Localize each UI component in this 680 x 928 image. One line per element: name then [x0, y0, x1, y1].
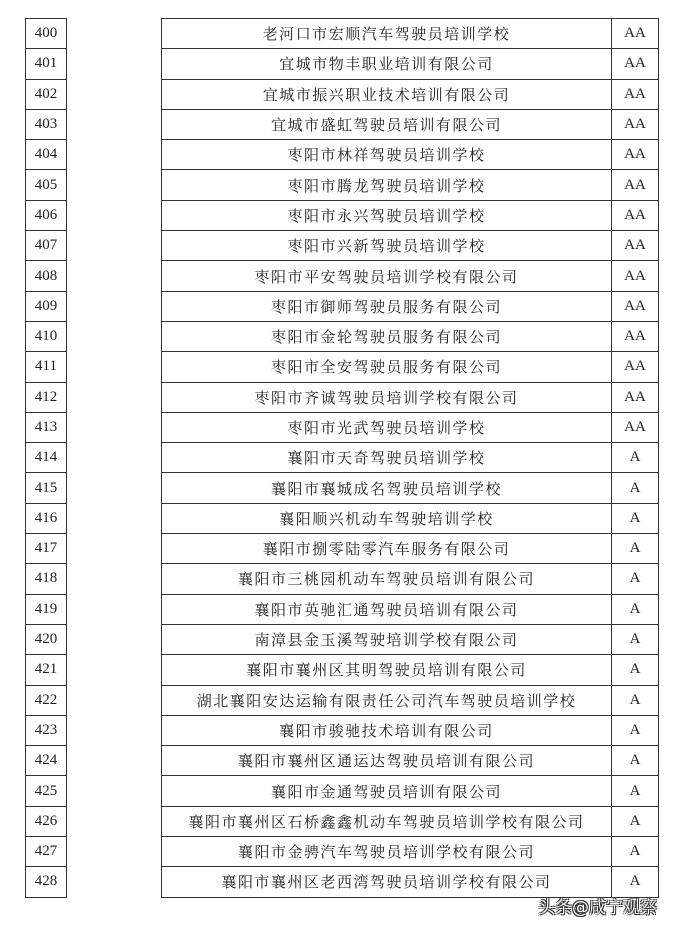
rating-grade: A [612, 776, 659, 806]
school-name: 枣阳市御师驾驶员服务有限公司 [162, 291, 612, 321]
school-name: 宜城市振兴职业技术培训有限公司 [162, 79, 612, 109]
rating-grade: AA [612, 261, 659, 291]
rating-grade: AA [612, 291, 659, 321]
table-row [26, 200, 659, 230]
school-name: 枣阳市全安驾驶员服务有限公司 [162, 352, 612, 382]
row-number: 423 [26, 715, 67, 745]
blank-cell [67, 261, 162, 291]
rating-grade: AA [612, 170, 659, 200]
school-name: 襄阳市骏驰技术培训有限公司 [162, 715, 612, 745]
blank-cell [67, 140, 162, 170]
school-rating-table [25, 18, 659, 898]
blank-cell [67, 231, 162, 261]
table-row [26, 746, 659, 776]
table-row [26, 655, 659, 685]
table-row [26, 231, 659, 261]
school-name: 襄阳市襄州区其明驾驶员培训有限公司 [162, 655, 612, 685]
row-number: 427 [26, 837, 67, 867]
rating-grade: AA [612, 200, 659, 230]
row-number: 421 [26, 655, 67, 685]
blank-cell [67, 594, 162, 624]
table-row [26, 382, 659, 412]
row-number: 426 [26, 806, 67, 836]
row-number: 403 [26, 109, 67, 139]
table-row [26, 594, 659, 624]
row-number: 422 [26, 685, 67, 715]
table-row [26, 109, 659, 139]
school-name: 襄阳市襄城成名驾驶员培训学校 [162, 473, 612, 503]
row-number: 416 [26, 503, 67, 533]
blank-cell [67, 624, 162, 654]
school-name: 襄阳顺兴机动车驾驶培训学校 [162, 503, 612, 533]
table-row [26, 170, 659, 200]
rating-grade: AA [612, 49, 659, 79]
table-row [26, 837, 659, 867]
rating-grade: AA [612, 412, 659, 442]
table-row [26, 624, 659, 654]
blank-cell [67, 382, 162, 412]
table-row [26, 352, 659, 382]
blank-cell [67, 200, 162, 230]
school-name: 枣阳市兴新驾驶员培训学校 [162, 231, 612, 261]
blank-cell [67, 412, 162, 442]
table-row [26, 321, 659, 351]
table-row [26, 564, 659, 594]
row-number: 415 [26, 473, 67, 503]
rating-grade: AA [612, 352, 659, 382]
school-name: 襄阳市金通驾驶员培训有限公司 [162, 776, 612, 806]
school-name: 南漳县金玉溪驾驶培训学校有限公司 [162, 624, 612, 654]
blank-cell [67, 49, 162, 79]
blank-cell [67, 776, 162, 806]
school-name: 襄阳市捌零陆零汽车服务有限公司 [162, 534, 612, 564]
row-number: 413 [26, 412, 67, 442]
school-name: 枣阳市林祥驾驶员培训学校 [162, 140, 612, 170]
blank-cell [67, 806, 162, 836]
school-name: 湖北襄阳安达运输有限责任公司汽车驾驶员培训学校 [162, 685, 612, 715]
row-number: 420 [26, 624, 67, 654]
rating-grade: AA [612, 140, 659, 170]
row-number: 407 [26, 231, 67, 261]
blank-cell [67, 503, 162, 533]
blank-cell [67, 534, 162, 564]
rating-grade: AA [612, 79, 659, 109]
rating-grade: A [612, 867, 659, 897]
rating-grade: AA [612, 19, 659, 49]
rating-grade: A [612, 746, 659, 776]
school-name: 襄阳市金骋汽车驾驶员培训学校有限公司 [162, 837, 612, 867]
rating-grade: A [612, 564, 659, 594]
blank-cell [67, 685, 162, 715]
row-number: 428 [26, 867, 67, 897]
blank-cell [67, 655, 162, 685]
table-row [26, 443, 659, 473]
row-number: 401 [26, 49, 67, 79]
blank-cell [67, 79, 162, 109]
row-number: 425 [26, 776, 67, 806]
school-name: 枣阳市金轮驾驶员服务有限公司 [162, 321, 612, 351]
blank-cell [67, 321, 162, 351]
table-row [26, 140, 659, 170]
rating-grade: A [612, 655, 659, 685]
row-number: 414 [26, 443, 67, 473]
table-row [26, 473, 659, 503]
table-row [26, 261, 659, 291]
school-name: 枣阳市平安驾驶员培训学校有限公司 [162, 261, 612, 291]
row-number: 418 [26, 564, 67, 594]
rating-grade: A [612, 473, 659, 503]
rating-grade: A [612, 443, 659, 473]
school-name: 枣阳市永兴驾驶员培训学校 [162, 200, 612, 230]
rating-grade: A [612, 503, 659, 533]
school-name: 襄阳市襄州区石桥鑫鑫机动车驾驶员培训学校有限公司 [162, 806, 612, 836]
rating-grade: AA [612, 109, 659, 139]
rating-grade: A [612, 534, 659, 564]
row-number: 400 [26, 19, 67, 49]
blank-cell [67, 352, 162, 382]
table-row [26, 503, 659, 533]
table-row [26, 49, 659, 79]
table-body [26, 19, 659, 898]
row-number: 424 [26, 746, 67, 776]
row-number: 410 [26, 321, 67, 351]
row-number: 411 [26, 352, 67, 382]
row-number: 408 [26, 261, 67, 291]
row-number: 417 [26, 534, 67, 564]
school-name: 宜城市物丰职业培训有限公司 [162, 49, 612, 79]
school-name: 襄阳市襄州区老西湾驾驶员培训学校有限公司 [162, 867, 612, 897]
school-name: 宜城市盛虹驾驶员培训有限公司 [162, 109, 612, 139]
rating-grade: A [612, 624, 659, 654]
school-name: 枣阳市齐诚驾驶员培训学校有限公司 [162, 382, 612, 412]
blank-cell [67, 291, 162, 321]
rating-grade: AA [612, 231, 659, 261]
blank-cell [67, 867, 162, 897]
school-name: 襄阳市襄州区通运达驾驶员培训有限公司 [162, 746, 612, 776]
rating-grade: AA [612, 382, 659, 412]
table-row [26, 715, 659, 745]
row-number: 405 [26, 170, 67, 200]
rating-grade: AA [612, 321, 659, 351]
row-number: 409 [26, 291, 67, 321]
table-row [26, 534, 659, 564]
rating-grade: A [612, 806, 659, 836]
row-number: 419 [26, 594, 67, 624]
blank-cell [67, 109, 162, 139]
blank-cell [67, 715, 162, 745]
blank-cell [67, 746, 162, 776]
blank-cell [67, 19, 162, 49]
blank-cell [67, 473, 162, 503]
table-row [26, 685, 659, 715]
rating-grade: A [612, 594, 659, 624]
school-name: 襄阳市英驰汇通驾驶员培训有限公司 [162, 594, 612, 624]
watermark: 头条@咸宁观察 [538, 898, 657, 918]
blank-cell [67, 170, 162, 200]
school-name: 襄阳市天奇驾驶员培训学校 [162, 443, 612, 473]
blank-cell [67, 837, 162, 867]
school-name: 老河口市宏顺汽车驾驶员培训学校 [162, 19, 612, 49]
table-row [26, 776, 659, 806]
table-row [26, 412, 659, 442]
table-row [26, 806, 659, 836]
school-name: 枣阳市腾龙驾驶员培训学校 [162, 170, 612, 200]
row-number: 402 [26, 79, 67, 109]
blank-cell [67, 564, 162, 594]
blank-cell [67, 443, 162, 473]
school-name: 枣阳市光武驾驶员培训学校 [162, 412, 612, 442]
row-number: 406 [26, 200, 67, 230]
rating-grade: A [612, 715, 659, 745]
table-row [26, 291, 659, 321]
rating-grade: A [612, 685, 659, 715]
row-number: 412 [26, 382, 67, 412]
table-row [26, 19, 659, 49]
row-number: 404 [26, 140, 67, 170]
school-name: 襄阳市三桃园机动车驾驶员培训有限公司 [162, 564, 612, 594]
table-row [26, 79, 659, 109]
rating-grade: A [612, 837, 659, 867]
